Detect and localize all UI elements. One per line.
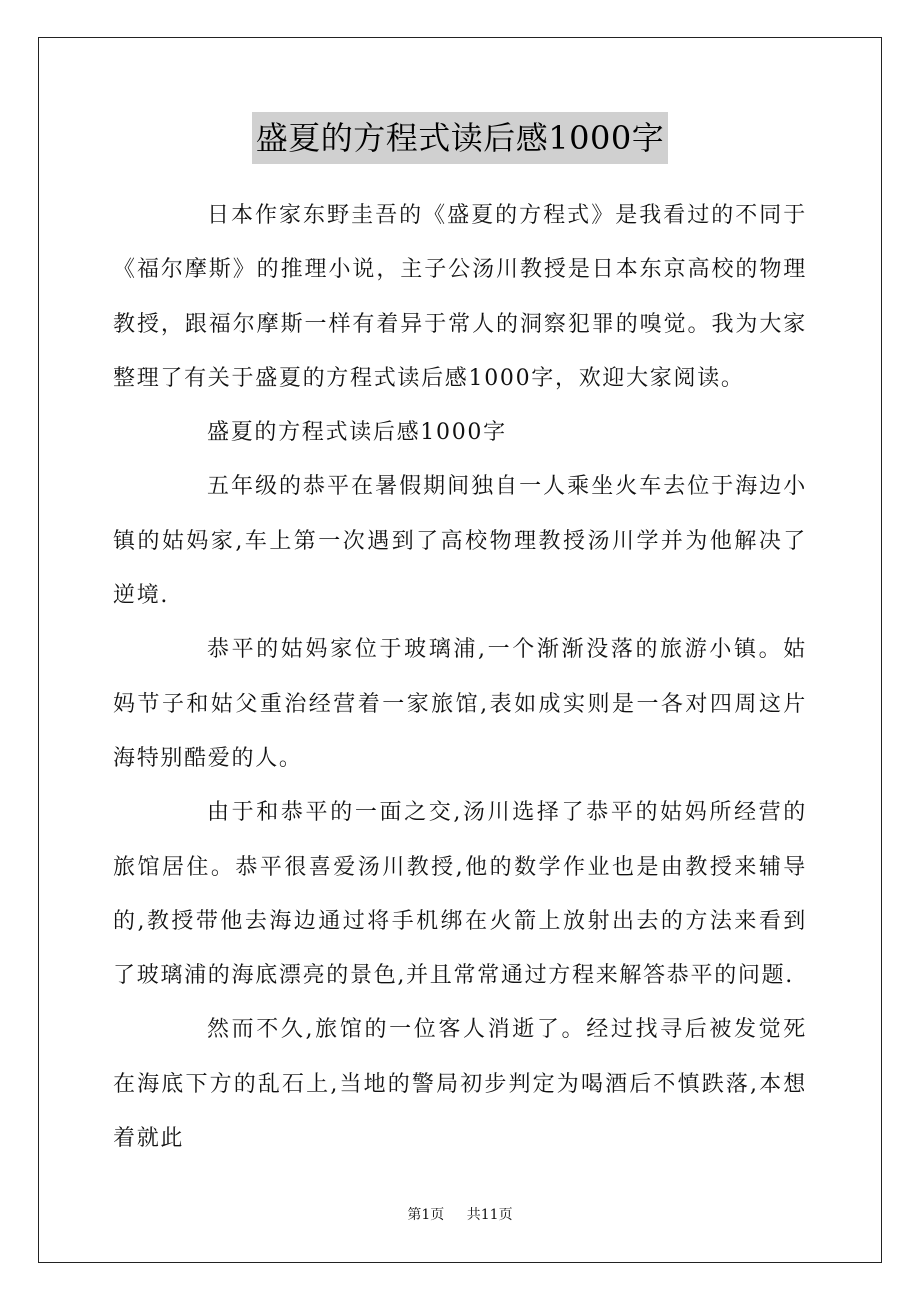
page-number: 第1页 bbox=[407, 1207, 445, 1223]
page-total: 共11页 bbox=[466, 1207, 513, 1223]
paragraph-subtitle: 盛夏的方程式读后感1000字 bbox=[207, 420, 507, 446]
paragraph: 恭平的姑妈家位于玻璃浦,一个渐渐没落的旅游小镇。姑妈节子和姑父重治经营着一家旅馆,表如成实则是一各对四周这片海特别酷爱的人。 bbox=[113, 637, 807, 771]
document-title: 盛夏的方程式读后感1000字 bbox=[252, 112, 668, 164]
page-footer bbox=[0, 1204, 920, 1224]
document-body bbox=[113, 189, 807, 1166]
paragraph: 五年级的恭平在暑假期间独自一人乘坐火车去位于海边小镇的姑妈家,车上第一次遇到了高校物理教授汤川学并为他解决了逆境. bbox=[113, 474, 807, 609]
paragraph: 由于和恭平的一面之交,汤川选择了恭平的姑妈所经营的旅馆居住。恭平很喜爱汤川教授,他的数学作业也是由教授来辅导的,教授带他去海边通过将手机绑在火箭上放射出去的方法来看到了玻璃浦的海底漂亮的景色,并且常常通过方程来解答恭平的问题. bbox=[113, 800, 807, 989]
paragraph-intro: 日本作家东野圭吾的《盛夏的方程式》是我看过的不同于《福尔摩斯》的推理小说，主子公汤川教授是日本东京高校的物理教授，跟福尔摩斯一样有着异于常人的洞察犯罪的嗅觉。我为大家整理了有关于盛夏的方程式读后感1000字，欢迎大家阅读。 bbox=[113, 203, 807, 391]
title-container bbox=[0, 112, 920, 164]
paragraph: 然而不久,旅馆的一位客人消逝了。经过找寻后被发觉死在海底下方的乱石上,当地的警局初步判定为喝酒后不慎跌落,本想着就此 bbox=[113, 1017, 807, 1152]
